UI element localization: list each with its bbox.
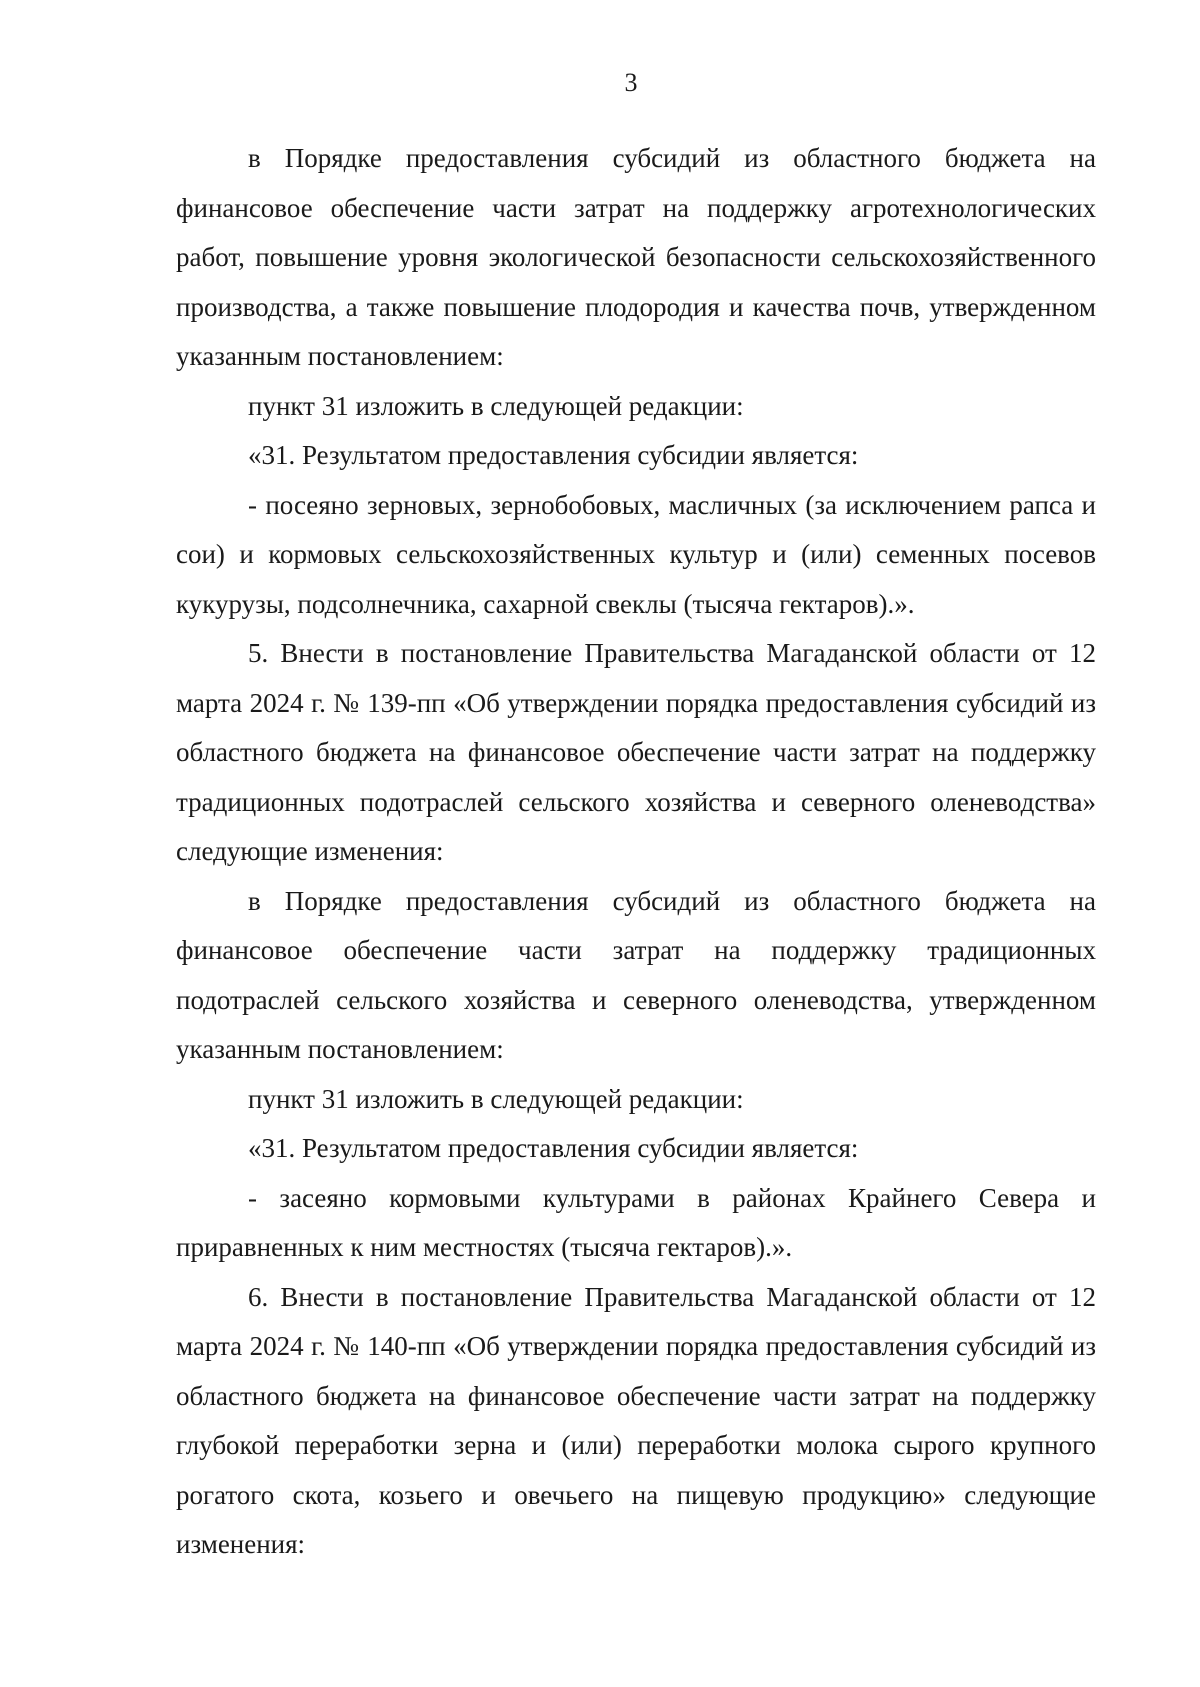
- paragraph-amendment-5: 5. Внести в постановление Правительства Магаданской области от 12 марта 2024 г. № 139-пп «Об утверждении порядка предоставления субсидий из областного бюджета на финансовое обеспечение части затрат на поддержку традиционных подотраслей сельского хозяйства и северного оленеводства» следующие изменения:: [176, 638, 1096, 866]
- paragraph-item-31-fodder-crops: - засеяно кормовыми культурами в районах Крайнего Севера и приравненных к ним местностях (тысяча гектаров).».: [176, 1182, 1096, 1262]
- paragraph-amendment-6: 6. Внести в постановление Правительства Магаданской области от 12 марта 2024 г. № 140-пп «Об утверждении порядка предоставления субсидий из областного бюджета на финансовое обеспечение части затрат на поддержку глубокой переработки зерна и (или) переработки молока сырого крупного рогатого скота, козьего и овечьего на пищевую продукцию» следующие изменения:: [176, 1281, 1096, 1559]
- paragraph-item-31-result: «31. Результатом предоставления субсидии является:: [248, 440, 859, 470]
- document-body: [176, 134, 1096, 1570]
- paragraph-item-31-intro-2: пункт 31 изложить в следующей редакции:: [248, 1083, 744, 1114]
- paragraph-procedure-agrotech: в Порядке предоставления субсидий из областного бюджета на финансовое обеспечение части затрат на поддержку агротехнологических работ, повышение уровня экологической безопасности сельскохозяйственного производства, а также повышение плодородия и качества почв, утвержденном указанным постановлением:: [176, 143, 1096, 371]
- page-number: 3: [624, 68, 638, 97]
- paragraph-procedure-traditional: в Порядке предоставления субсидий из областного бюджета на финансовое обеспечение части затрат на поддержку традиционных подотраслей сельского хозяйства и северного оленеводства, утвержденном указанным постановлением:: [176, 885, 1096, 1064]
- paragraph-item-31-result-2: «31. Результатом предоставления субсидии является:: [248, 1133, 859, 1163]
- paragraph-item-31-intro: пункт 31 изложить в следующей редакции:: [248, 390, 744, 421]
- paragraph-item-31-sown-crops: - посеяно зерновых, зернобобовых, масличных (за исключением рапса и сои) и кормовых сельскохозяйственных культур и (или) семенных посевов кукурузы, подсолнечника, сахарной свеклы (тысяча гектаров).».: [176, 489, 1096, 619]
